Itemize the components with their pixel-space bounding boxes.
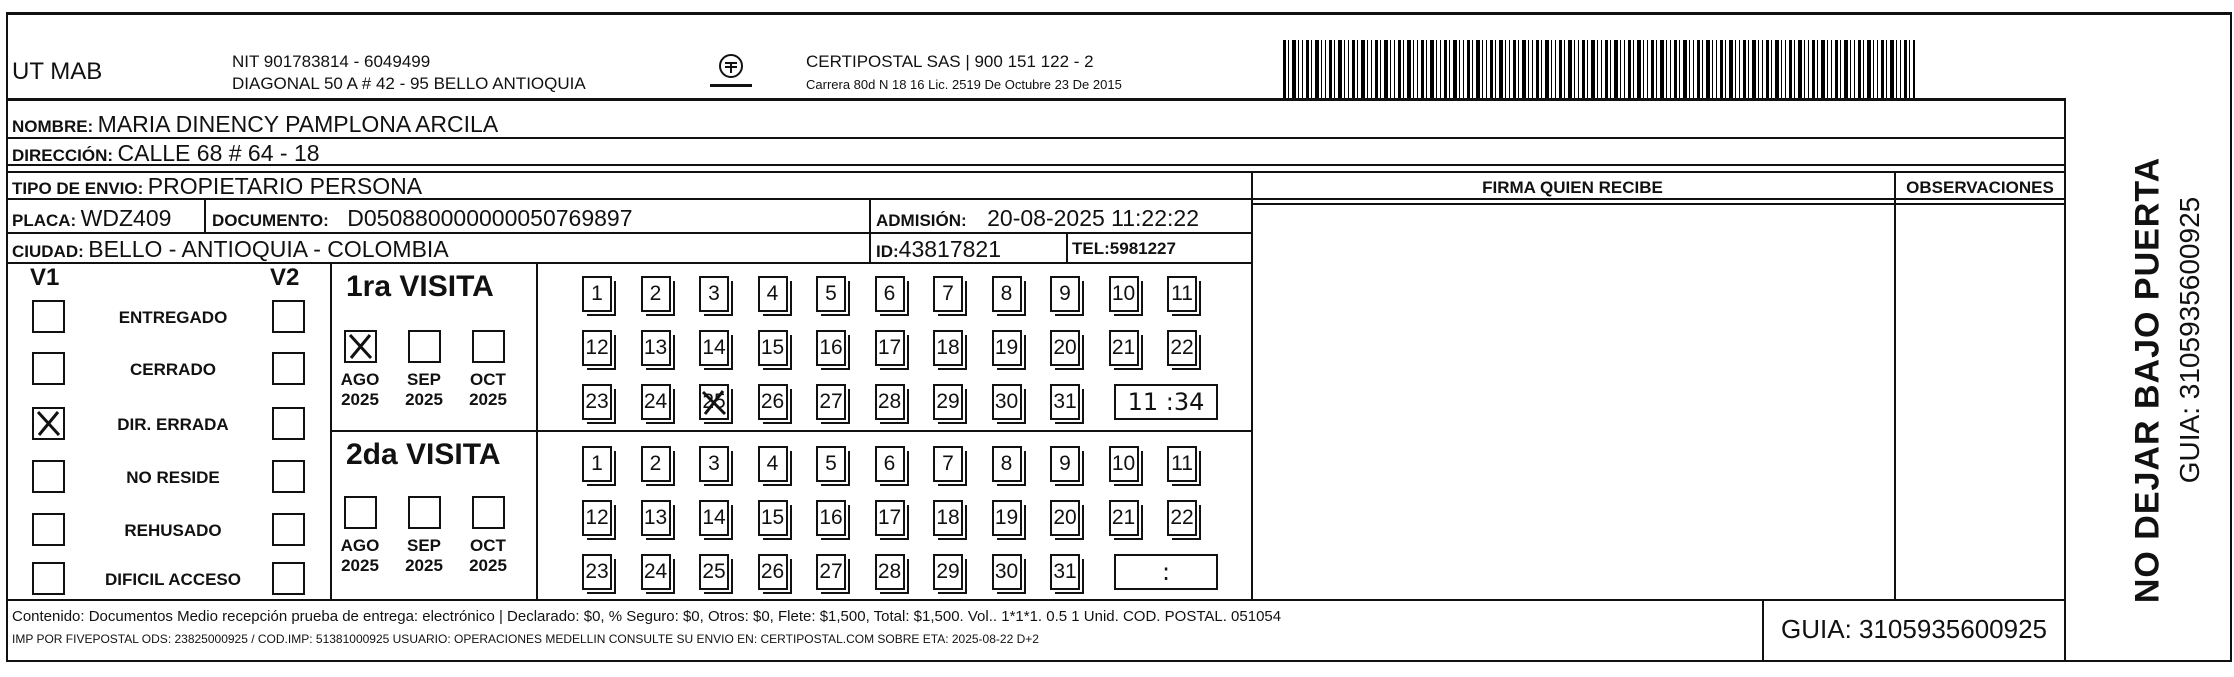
day-box[interactable]: 3 [699,276,729,312]
day-box[interactable]: 28 [875,384,905,420]
day-box[interactable]: 27 [816,554,846,590]
company-address: DIAGONAL 50 A # 42 - 95 BELLO ANTIOQUIA [232,74,586,93]
day-box[interactable]: 17 [875,330,905,366]
day-box[interactable]: 29 [933,554,963,590]
day-box[interactable]: 21 [1109,500,1139,536]
month-label [464,370,512,410]
day-box[interactable]: 6 [875,276,905,312]
day-box[interactable]: 25 [699,554,729,590]
month-year: 2025 [469,390,507,409]
tipo-label: TIPO DE ENVIO: [12,179,144,198]
nombre-label: NOMBRE: [12,117,94,136]
day-box[interactable]: 29 [933,384,963,420]
side-guia: GUIA: 3105935600925 [2174,196,2205,484]
tel-divider [1066,232,1068,262]
day-box[interactable]: 10 [1109,446,1139,482]
left-border [6,12,8,662]
id-label: ID: [876,242,899,261]
month-label [400,370,448,410]
signature-area[interactable] [1256,205,1892,597]
certipostal-name: CERTIPOSTAL SAS | 900 151 122 - 2 [806,52,1094,71]
line-placa [6,232,1251,234]
certipostal-logo [704,50,758,94]
status-label: ENTREGADO [118,308,228,327]
documento-value: D050880000000050769897 [347,205,633,231]
status-divider [330,262,332,599]
day-box[interactable]: 8 [992,446,1022,482]
barcode [1283,40,1915,100]
status-label: REHUSADO [124,521,222,540]
tipo-row [12,173,422,200]
month-checkbox[interactable] [472,330,505,363]
first-visit-title: 1ra VISITA [346,270,494,303]
month-name: OCT [470,370,506,389]
nit-text: NIT 901783814 - 6049499 [232,52,431,71]
bottom-outer-border [6,660,2232,662]
day-box[interactable]: 26 [758,554,788,590]
status-label: NO RESIDE [126,468,220,487]
month-year: 2025 [341,390,379,409]
day-box[interactable]: 1 [582,276,612,312]
line-footer [6,599,2066,601]
documento-row [212,205,632,232]
day-number: 25 [702,390,726,413]
x-mark-icon [346,332,375,361]
footer-guia: GUIA: 3105935600925 [1781,614,2047,644]
day-box[interactable]: 19 [992,330,1022,366]
obs-left-line [1894,171,1896,599]
direccion-value: CALLE 68 # 64 - 18 [117,140,320,166]
documento-label: DOCUMENTO: [212,211,329,230]
ciudad-row [12,236,449,263]
id-value: 43817821 [898,236,1002,262]
day-box[interactable]: 11 [1167,276,1197,312]
month-label [336,536,384,576]
month-checkbox[interactable] [408,330,441,363]
v2-label: V2 [270,264,300,291]
time-box[interactable]: : [1114,554,1218,590]
status-label: CERRADO [130,360,216,379]
month-name: SEP [406,370,442,389]
second-visit-title: 2da VISITA [346,438,501,471]
month-name: AGO [340,536,380,555]
month-label [464,536,512,576]
v1-checkbox[interactable] [32,460,65,493]
footer-contents: Contenido: Documentos Medio recepción prueba de entrega: electrónico | Declarado: $0, % Seguro: $0, Otros: $0, Flete: $1,500, Total: $1,500. Vol.. 1*1*1. 0.5 1 Unid. COD. POSTAL. 051054 [12,608,1282,625]
day-box[interactable]: 1 [582,446,612,482]
v2-checkbox[interactable] [272,513,305,546]
v1-checkbox[interactable] [32,300,65,333]
day-box[interactable]: 9 [1050,276,1080,312]
month-year: 2025 [405,390,443,409]
month-label [336,370,384,410]
day-box[interactable]: 21 [1109,330,1139,366]
direccion-label: DIRECCIÓN: [12,146,114,165]
day-box[interactable]: 13 [641,330,671,366]
day-box[interactable]: 5 [816,446,846,482]
day-box[interactable]: 3 [699,446,729,482]
side-divider [2064,98,2066,662]
company-name: UT MAB [12,58,103,85]
day-box[interactable]: 15 [758,500,788,536]
direccion-row [12,140,320,167]
tel-value: 5981227 [1109,239,1176,258]
tipo-value: PROPIETARIO PERSONA [147,173,423,199]
day-box[interactable]: 27 [816,384,846,420]
v1-checkbox[interactable] [32,562,65,595]
day-box[interactable]: 20 [1050,330,1080,366]
day-box[interactable]: 14 [699,500,729,536]
time-box[interactable]: 11 :34 [1114,384,1218,420]
day-box[interactable]: 14 [699,330,729,366]
v2-checkbox[interactable] [272,407,305,440]
line-header [6,98,2066,101]
day-box[interactable]: 12 [582,500,612,536]
placa-value: WDZ409 [80,205,172,231]
day-box[interactable]: 9 [1050,446,1080,482]
admision-row [876,205,1199,232]
day-box[interactable]: 23 [582,384,612,420]
v1-checkbox[interactable] [32,352,65,385]
day-box[interactable]: 31 [1050,554,1080,590]
ciudad-value: BELLO - ANTIOQUIA - COLOMBIA [88,236,449,262]
day-box[interactable]: 7 [933,446,963,482]
placa-row [12,205,171,232]
month-divider [536,262,538,599]
firma-label: FIRMA QUIEN RECIBE [1482,178,1663,197]
v2-checkbox[interactable] [272,352,305,385]
observaciones-area[interactable] [1898,205,2062,597]
v1-checkbox[interactable] [32,513,65,546]
day-box[interactable]: 4 [758,276,788,312]
day-box[interactable]: 8 [992,276,1022,312]
no-dejar-bajo-puerta: NO DEJAR BAJO PUERTA [2128,156,2167,604]
top-border [6,12,2232,15]
firma-left-line [1251,171,1253,599]
day-box[interactable]: 22 [1167,500,1197,536]
id-row [876,236,1001,263]
x-mark-icon [34,409,63,438]
day-box[interactable]: 10 [1109,276,1139,312]
admision-value: 20-08-2025 11:22:22 [987,205,1199,231]
day-box[interactable]: 12 [582,330,612,366]
day-box[interactable]: 18 [933,500,963,536]
day-box[interactable]: 16 [816,330,846,366]
month-label [400,536,448,576]
day-box[interactable]: 7 [933,276,963,312]
month-name: AGO [340,370,380,389]
day-box[interactable]: 26 [758,384,788,420]
line-visits-split [330,430,1251,432]
observaciones-label: OBSERVACIONES [1906,178,2054,197]
day-box[interactable]: 24 [641,384,671,420]
footer-imp: IMP POR FIVEPOSTAL ODS: 23825000925 / COD.IMP: 51381000925 USUARIO: OPERACIONES MEDELLIN CONSULTE SU ENVIO EN: CERTIPOSTAL.COM SOBRE ETA: 2025-08-22 D+2 [12,632,1039,646]
day-box[interactable]: 23 [582,554,612,590]
month-name: SEP [406,536,442,555]
day-box[interactable]: 19 [992,500,1022,536]
v2-checkbox[interactable] [272,562,305,595]
month-checkbox[interactable] [344,330,377,363]
month-checkbox[interactable] [344,496,377,529]
day-box[interactable] [699,384,729,420]
day-box[interactable]: 31 [1050,384,1080,420]
v2-checkbox[interactable] [272,460,305,493]
day-box[interactable]: 30 [992,384,1022,420]
placa-divider [204,198,206,232]
month-checkbox[interactable] [472,496,505,529]
v1-checkbox[interactable] [32,407,65,440]
v1-label: V1 [30,264,60,291]
day-box[interactable]: 4 [758,446,788,482]
day-box[interactable]: 5 [816,276,846,312]
month-year: 2025 [469,556,507,575]
nombre-row [12,111,498,138]
day-box[interactable]: 15 [758,330,788,366]
month-year: 2025 [341,556,379,575]
certipostal-license: Carrera 80d N 18 16 Lic. 2519 De Octubre 23 De 2015 [806,77,1122,92]
tel-label: TEL: [1072,239,1110,258]
day-box[interactable]: 20 [1050,500,1080,536]
v2-checkbox[interactable] [272,300,305,333]
day-box[interactable]: 11 [1167,446,1197,482]
day-box[interactable]: 17 [875,500,905,536]
day-box[interactable]: 13 [641,500,671,536]
day-box[interactable]: 22 [1167,330,1197,366]
status-label: DIFICIL ACCESO [104,570,241,589]
day-box[interactable]: 24 [641,554,671,590]
month-checkbox[interactable] [408,496,441,529]
day-box[interactable]: 18 [933,330,963,366]
month-year: 2025 [405,556,443,575]
day-box[interactable]: 2 [641,276,671,312]
right-border [2230,12,2232,662]
day-box[interactable]: 16 [816,500,846,536]
day-box[interactable]: 30 [992,554,1022,590]
day-box[interactable]: 6 [875,446,905,482]
placa-label: PLACA: [12,211,77,230]
day-box[interactable]: 28 [875,554,905,590]
day-box[interactable]: 2 [641,446,671,482]
admision-divider [869,198,871,262]
tel-row [1072,239,1176,259]
status-label: DIR. ERRADA [117,415,229,434]
month-name: OCT [470,536,506,555]
admision-label: ADMISIÓN: [876,211,967,230]
nombre-value: MARIA DINENCY PAMPLONA ARCILA [97,111,499,137]
ciudad-label: CIUDAD: [12,242,84,261]
